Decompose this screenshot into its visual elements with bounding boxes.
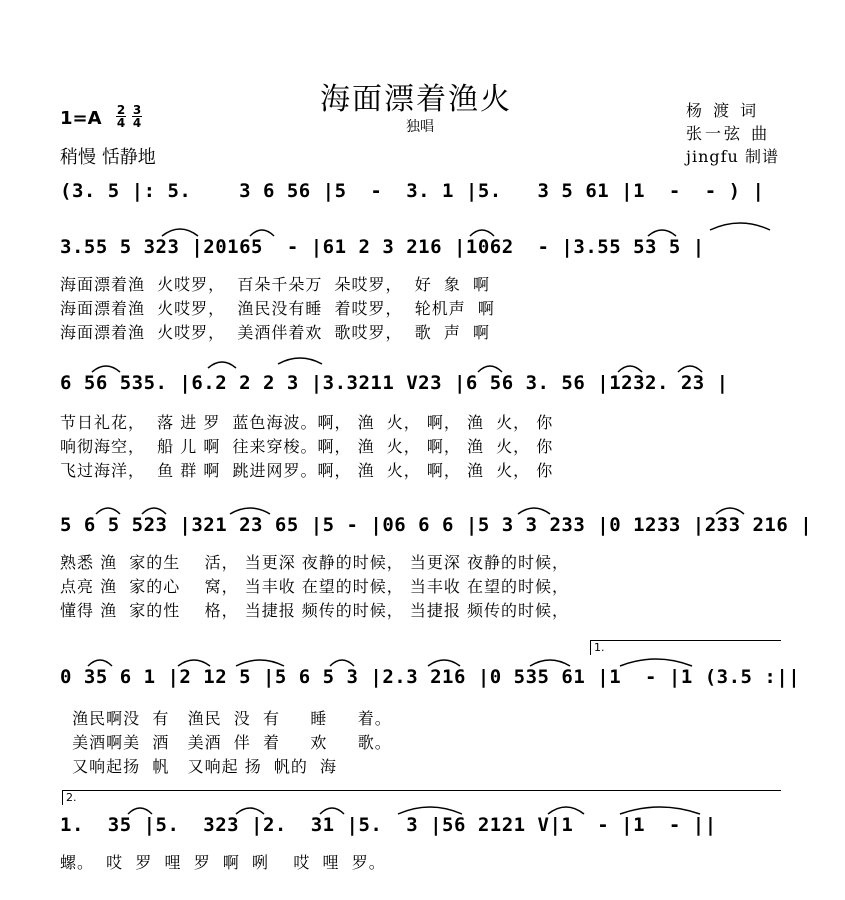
slur — [236, 660, 284, 666]
lyric-line: 渔民啊没 有 渔民 没 有 睡 着。 — [60, 709, 392, 728]
lyric-line: 响彻海空， 船 儿 啊 往来穿梭。啊， 渔 火， 啊， 渔 火， 你 — [60, 437, 554, 456]
lyric-line: 节日礼花， 落 进 罗 蓝色海波。啊， 渔 火， 啊， 渔 火， 你 — [60, 413, 554, 432]
lyric-line: 美酒啊美 酒 美酒 伴 着 欢 歌。 — [60, 733, 392, 752]
slur — [92, 366, 120, 372]
time-sig-3-4-den: 4 — [132, 116, 142, 130]
notation-line: 3.55 5 323 |20165 - |61 2 3 216 |1062 - |3.55 53 5 | — [60, 236, 705, 258]
time-sig-3-4-num: 3 — [132, 103, 142, 117]
song-subtitle: 独唱 — [406, 119, 434, 135]
lyric-line: 海面漂着渔 火哎罗， 渔民没有睡 着哎罗， 轮机声 啊 — [60, 299, 495, 318]
song-title: 海面漂着渔火 — [320, 82, 512, 117]
notation-line: 1. 35 |5. 323 |2. 31 |5. 3 |56 2121 V|1 - |1 - || — [60, 814, 717, 836]
volta-label-2: 2. — [66, 791, 77, 804]
slur — [162, 229, 198, 236]
lyric-line: 懂得 渔 家的性 格， 当捷报 频传的时候， 当捷报 频传的时候， — [60, 601, 569, 620]
notation-line: (3. 5 |: 5. 3 6 56 |5 - 3. 1 |5. 3 5 61 |1 - - ) | — [60, 180, 765, 202]
slur — [236, 808, 264, 814]
slur — [428, 660, 460, 666]
lyric-line: 飞过海洋， 鱼 群 啊 跳进网罗。啊， 渔 火， 啊， 渔 火， 你 — [60, 461, 554, 480]
slur — [548, 807, 584, 814]
volta-label-1: 1. — [594, 641, 605, 654]
slur — [320, 808, 344, 814]
time-sig-2-4-den: 4 — [116, 116, 126, 130]
notation-line: 6 56 535. |6.2 2 2 3 |3.3211 V23 |6 56 3. 56 |1232. 23 | — [60, 372, 729, 394]
notation-line: 0 35 6 1 |2 12 5 |5 6 5 3 |2.3 216 |0 535 61 |1 - |1 (3.5 :|| — [60, 666, 801, 688]
lyric-line: 又响起扬 帆 又响起 扬 帆的 海 — [60, 757, 338, 776]
slur — [230, 508, 270, 514]
slur — [620, 659, 692, 666]
lyric-line: 熟悉 渔 家的生 活， 当更深 夜静的时候， 当更深 夜静的时候， — [60, 553, 569, 572]
slur — [278, 358, 322, 364]
slur — [518, 508, 550, 514]
slur — [478, 366, 502, 372]
slur — [142, 508, 166, 514]
lyric-line: 海面漂着渔 火哎罗， 百朵千朵万 朵哎罗， 好 象 啊 — [60, 275, 491, 294]
arranger-credit: jingfu 制谱 — [686, 147, 779, 166]
slur — [648, 230, 676, 236]
slur — [250, 230, 274, 236]
lyricist-credit: 杨 渡 词 — [686, 101, 760, 120]
slur — [96, 508, 120, 514]
lyric-line: 海面漂着渔 火哎罗， 美酒伴着欢 歌哎罗， 歌 声 啊 — [60, 323, 491, 342]
slur — [530, 660, 570, 666]
slur — [678, 366, 702, 372]
slur — [710, 223, 770, 230]
tempo-marking: 稍慢 恬静地 — [60, 147, 156, 168]
slur — [716, 508, 744, 514]
slur — [398, 807, 462, 814]
slur — [620, 807, 700, 814]
slur — [88, 660, 112, 666]
lyric-line: 点亮 渔 家的心 窝， 当丰收 在望的时候， 当丰收 在望的时候， — [60, 577, 569, 596]
key-signature: 1=A — [60, 108, 102, 129]
time-sig-2-4-num: 2 — [116, 103, 126, 117]
slur — [618, 366, 642, 372]
slur — [128, 808, 152, 814]
composer-credit: 张一弦 曲 — [686, 124, 771, 143]
slur — [178, 660, 210, 666]
slur — [208, 362, 236, 368]
lyric-line: 螺。 哎 罗 哩 罗 啊 咧 哎 哩 罗。 — [60, 853, 386, 872]
notation-line: 5 6 5 523 |321 23 65 |5 - |06 6 6 |5 3 3 233 |0 1233 |233 216 | — [60, 514, 813, 536]
slur — [470, 230, 494, 236]
slur — [330, 660, 354, 666]
